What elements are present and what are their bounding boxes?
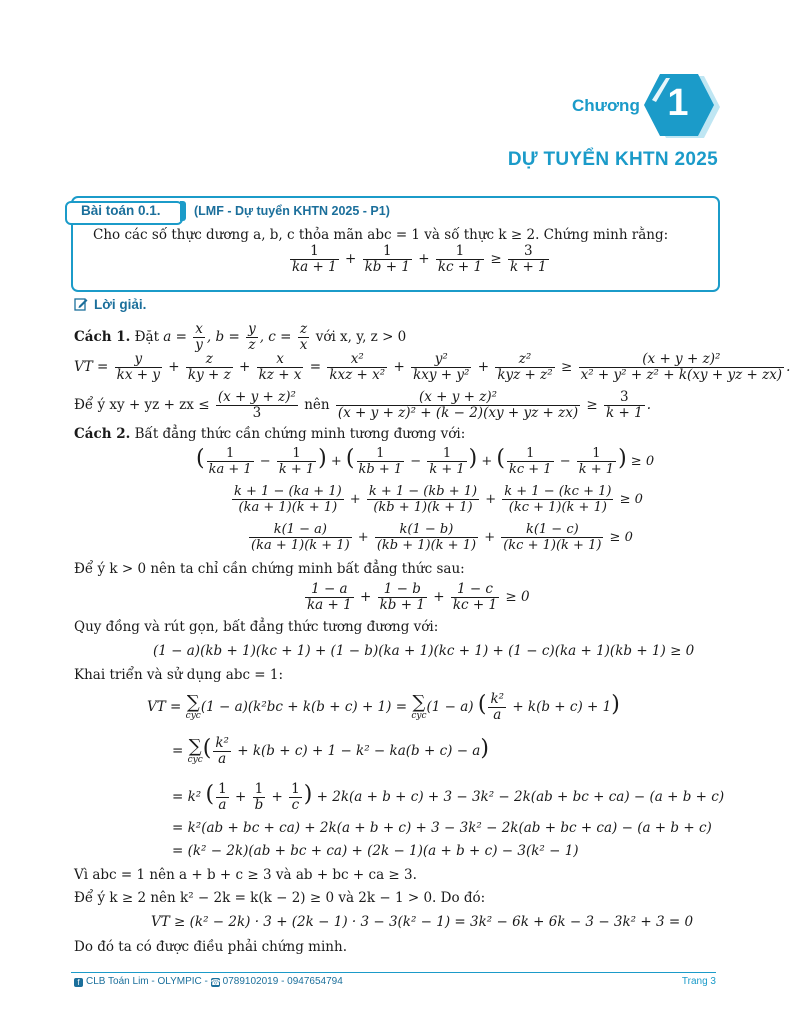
problem-statement: Cho các số thực dương a, b, c thỏa mãn abc = 1 và số thực k ≥ 2. Chứng minh rằng: bbox=[93, 227, 669, 243]
sum-line1: VT = ∑ cyc (1 − a)(k²bc + k(b + c) + 1) = ∑ cyc (1 − a) ( $\frac{\text{k²}}{a}$ + k(b + c) + 1) bbox=[147, 691, 620, 723]
method2-line bbox=[74, 426, 465, 442]
footer-phones: 0789102019 - 0947654794 bbox=[222, 976, 343, 987]
m2-eq2: $\frac{k + 1 - (ka + 1)}{(ka + 1)(k + 1)}$ + $\frac{k + 1 - (kb + 1)}{(kb + 1)(k + 1)}$ + $\frac{k + 1 - (kc + 1)}{(kc + 1)(k + 1)}$ ≥ 0 bbox=[234, 484, 643, 515]
problem-label: Bài toán 0.1. bbox=[81, 203, 161, 218]
chapter-word: Chương bbox=[572, 96, 640, 115]
footer-divider bbox=[71, 972, 716, 973]
footer-club: CLB Toán Lim - OLYMPIC - bbox=[86, 976, 208, 987]
method2-head: Cách 2. bbox=[74, 426, 131, 442]
m2-eq4: $\frac{1 - a}{ka + 1}$ + $\frac{1 - b}{kb + 1}$ + $\frac{1 - c}{kc + 1}$ ≥ 0 bbox=[307, 581, 530, 613]
method2-text: Bất đẳng thức cần chứng minh tương đương với: bbox=[134, 426, 466, 442]
vt-chain: VT = $\frac{y}{kx + y}$ + $\frac{z}{ky + z}$ + $\frac{x}{kz + x}$ = $\frac{\text{x²}}{\text{kxz + x²}}$ + $\frac{\text{y²}}{\text{kxy + y²}}$ + $\frac{\text{z²}}{\text{kyz + z²}}$ ≥ $\frac{\text{(x + y + z)²}}{\text{x² + y² + z² + k(xy + yz + zx)}}$ . bbox=[74, 351, 791, 383]
facebook-icon: f bbox=[74, 978, 83, 987]
problem-tab-flag bbox=[180, 201, 186, 221]
note1-mid: nên bbox=[304, 397, 330, 413]
method1-head: Cách 1. bbox=[74, 329, 131, 345]
expand-eq: (1 − a)(kb + 1)(kc + 1) + (1 − b)(ka + 1)(kc + 1) + (1 − c)(ka + 1)(kb + 1) ≥ 0 bbox=[153, 643, 695, 659]
conclusion: Do đó ta có được điều phải chứng minh. bbox=[74, 939, 347, 955]
method1-cond: với x, y, z > 0 bbox=[315, 329, 407, 345]
final-eq: VT ≥ (k² − 2k) · 3 + (2k − 1) · 3 − 3(k² − 1) = 3k² − 6k + 6k − 3 − 3k² + 3 = 0 bbox=[151, 914, 694, 930]
problem-inequality: $\frac{1}{ka + 1}$ + $\frac{1}{kb + 1}$ + $\frac{1}{kc + 1}$ ≥ $\frac{3}{k + 1}$ bbox=[292, 243, 547, 275]
method1-text: Đặt bbox=[134, 329, 159, 345]
method1-line: Cách 1. Đặt a = $\frac{x}{y}$ , b = $\frac{y}{z}$ , c = $\frac{z}{x}$ với x, y, z > 0 bbox=[74, 321, 407, 353]
sum-line2: = ∑ cyc ( $\frac{\text{k²}}{a}$ + k(b + c) + 1 − k² − ka(b + c) − a) bbox=[172, 735, 489, 767]
page-number: Trang 3 bbox=[681, 976, 716, 987]
phone-icon: ☎ bbox=[210, 978, 221, 987]
sum-line3: = k² ( $\frac{1}{a}$ + $\frac{1}{b}$ + $\frac{1}{c}$ ) + 2k(a + b + c) + 3 − 3k² − 2k(ab + bc + ca) − (a + b + c) bbox=[172, 781, 725, 813]
note3: Quy đồng và rút gọn, bất đẳng thức tương đương với: bbox=[74, 619, 439, 635]
chapter-number: 1 bbox=[667, 82, 689, 124]
note5: Vì abc = 1 nên a + b + c ≥ 3 và ab + bc + ca ≥ 3. bbox=[74, 867, 417, 883]
note1-text: Để ý xy + yz + zx ≤ bbox=[74, 397, 210, 413]
sum-line4: = k²(ab + bc + ca) + 2k(a + b + c) + 3 − 3k² − 2k(ab + bc + ca) − (a + b + c) bbox=[172, 820, 712, 836]
pencil-icon bbox=[74, 297, 88, 311]
chapter-title: DỰ TUYỂN KHTN 2025 bbox=[507, 149, 718, 170]
footer-contact bbox=[74, 976, 343, 987]
vt-label: VT = bbox=[74, 359, 109, 375]
solution-label: Lời giải. bbox=[94, 297, 147, 312]
note1-line: Để ý xy + yz + zx ≤ $\frac{\text{(x + y + z)²}}{3}$ nên $\frac{\text{(x + y + z)²}}{\text{(x + y + z)² + (k − 2)(xy + yz + zx)}}$ ≥ $\frac{3}{k + 1}$ . bbox=[74, 389, 651, 421]
note4: Khai triển và sử dụng abc = 1: bbox=[74, 667, 284, 683]
problem-source: (LMF - Dự tuyển KHTN 2025 - P1) bbox=[194, 204, 390, 218]
m2-eq1: ( $\frac{1}{ka + 1}$ − $\frac{1}{k + 1}$ ) + ( $\frac{1}{kb + 1}$ − $\frac{1}{k + 1}$ ) + ( $\frac{1}{kc + 1}$ − $\frac{1}{k + 1}$ ) ≥ 0 bbox=[196, 446, 655, 477]
note2: Để ý k > 0 nên ta chỉ cần chứng minh bất đẳng thức sau: bbox=[74, 561, 465, 577]
note6: Để ý k ≥ 2 nên k² − 2k = k(k − 2) ≥ 0 và 2k − 1 > 0. Do đó: bbox=[74, 890, 486, 906]
sum-line5: = (k² − 2k)(ab + bc + ca) + (2k − 1)(a + b + c) − 3(k² − 1) bbox=[172, 843, 579, 859]
m2-eq3: $\frac{k(1 - a)}{(ka + 1)(k + 1)}$ + $\frac{k(1 - b)}{(kb + 1)(k + 1)}$ + $\frac{k(1 - c)}{(kc + 1)(k + 1)}$ ≥ 0 bbox=[251, 522, 633, 553]
